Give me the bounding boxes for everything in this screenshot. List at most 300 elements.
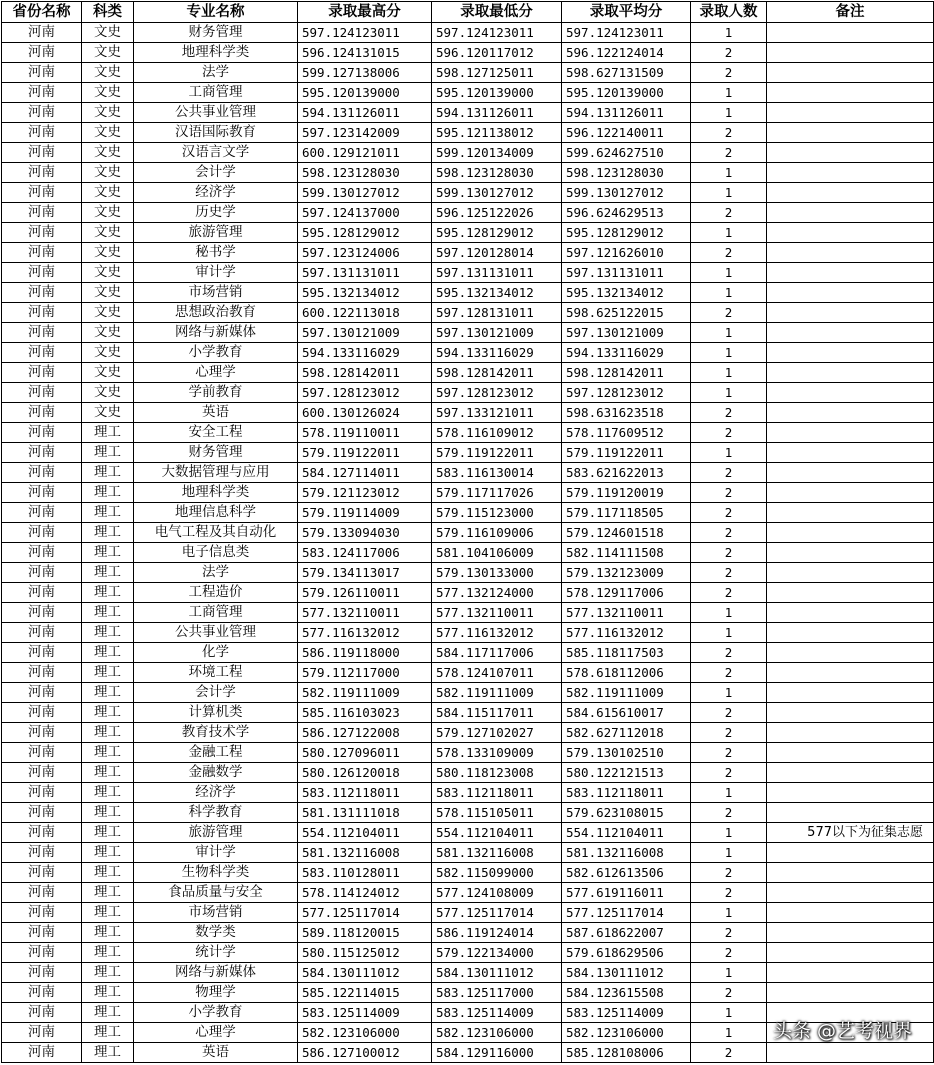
cell-province: 河南 <box>2 223 82 243</box>
cell-province: 河南 <box>2 1023 82 1043</box>
cell-count: 2 <box>691 63 767 83</box>
cell-province: 河南 <box>2 463 82 483</box>
cell-category: 理工 <box>82 703 134 723</box>
cell-major: 地理信息科学 <box>134 503 298 523</box>
cell-major: 科学教育 <box>134 803 298 823</box>
cell-category: 理工 <box>82 763 134 783</box>
table-row <box>2 23 934 43</box>
cell-category: 理工 <box>82 823 134 843</box>
cell-note: 577以下为征集志愿 <box>767 823 934 843</box>
cell-category: 文史 <box>82 323 134 343</box>
cell-max-score: 579.119114009 <box>298 503 432 523</box>
table-row <box>2 83 934 103</box>
table-row <box>2 543 934 563</box>
table-row <box>2 403 934 423</box>
cell-major: 财务管理 <box>134 443 298 463</box>
cell-min-score: 578.115105011 <box>432 803 562 823</box>
cell-min-score: 581.104106009 <box>432 543 562 563</box>
cell-major: 教育技术学 <box>134 723 298 743</box>
cell-max-score: 584.127114011 <box>298 463 432 483</box>
cell-min-score: 578.133109009 <box>432 743 562 763</box>
cell-major: 英语 <box>134 1043 298 1063</box>
table-row <box>2 1043 934 1063</box>
cell-min-score: 594.133116029 <box>432 343 562 363</box>
cell-category: 理工 <box>82 503 134 523</box>
cell-province: 河南 <box>2 263 82 283</box>
cell-province: 河南 <box>2 1043 82 1063</box>
header-avg-score: 录取平均分 <box>562 2 691 23</box>
cell-avg-score: 581.132116008 <box>562 843 691 863</box>
cell-major: 市场营销 <box>134 903 298 923</box>
cell-avg-score: 582.119111009 <box>562 683 691 703</box>
cell-count: 2 <box>691 923 767 943</box>
cell-province: 河南 <box>2 823 82 843</box>
cell-province: 河南 <box>2 123 82 143</box>
cell-avg-score: 579.130102510 <box>562 743 691 763</box>
cell-major: 工商管理 <box>134 83 298 103</box>
cell-category: 文史 <box>82 363 134 383</box>
cell-min-score: 597.130121009 <box>432 323 562 343</box>
cell-province: 河南 <box>2 963 82 983</box>
cell-min-score: 579.119122011 <box>432 443 562 463</box>
cell-major: 工商管理 <box>134 603 298 623</box>
cell-avg-score: 579.132123009 <box>562 563 691 583</box>
cell-note <box>767 643 934 663</box>
cell-note <box>767 383 934 403</box>
cell-province: 河南 <box>2 943 82 963</box>
cell-category: 理工 <box>82 663 134 683</box>
cell-major: 小学教育 <box>134 1003 298 1023</box>
table-row <box>2 843 934 863</box>
cell-category: 理工 <box>82 1003 134 1023</box>
cell-note <box>767 103 934 123</box>
cell-province: 河南 <box>2 283 82 303</box>
table-row <box>2 103 934 123</box>
cell-min-score: 584.117117006 <box>432 643 562 663</box>
cell-count: 2 <box>691 943 767 963</box>
table-row <box>2 163 934 183</box>
table-row <box>2 743 934 763</box>
table-row <box>2 43 934 63</box>
header-min-score: 录取最低分 <box>432 2 562 23</box>
cell-major: 物理学 <box>134 983 298 1003</box>
cell-avg-score: 599.624627510 <box>562 143 691 163</box>
cell-major: 心理学 <box>134 1023 298 1043</box>
cell-major: 审计学 <box>134 843 298 863</box>
table-row <box>2 683 934 703</box>
table-row <box>2 443 934 463</box>
cell-province: 河南 <box>2 603 82 623</box>
cell-note <box>767 803 934 823</box>
cell-category: 理工 <box>82 803 134 823</box>
cell-category: 理工 <box>82 683 134 703</box>
cell-province: 河南 <box>2 143 82 163</box>
cell-province: 河南 <box>2 183 82 203</box>
cell-count: 2 <box>691 763 767 783</box>
cell-major: 汉语言文学 <box>134 143 298 163</box>
cell-major: 食品质量与安全 <box>134 883 298 903</box>
cell-count: 1 <box>691 843 767 863</box>
cell-major: 市场营销 <box>134 283 298 303</box>
cell-note <box>767 683 934 703</box>
cell-min-score: 579.117117026 <box>432 483 562 503</box>
cell-min-score: 577.132110011 <box>432 603 562 623</box>
cell-avg-score: 598.631623518 <box>562 403 691 423</box>
cell-avg-score: 598.128142011 <box>562 363 691 383</box>
cell-category: 文史 <box>82 163 134 183</box>
cell-category: 理工 <box>82 1043 134 1063</box>
table-row <box>2 523 934 543</box>
cell-category: 理工 <box>82 603 134 623</box>
cell-count: 1 <box>691 103 767 123</box>
cell-note <box>767 523 934 543</box>
cell-avg-score: 596.624629513 <box>562 203 691 223</box>
cell-min-score: 597.120128014 <box>432 243 562 263</box>
cell-min-score: 598.127125011 <box>432 63 562 83</box>
table-row <box>2 963 934 983</box>
cell-avg-score: 598.625122015 <box>562 303 691 323</box>
table-row <box>2 143 934 163</box>
cell-avg-score: 597.124123011 <box>562 23 691 43</box>
cell-max-score: 583.112118011 <box>298 783 432 803</box>
cell-avg-score: 597.130121009 <box>562 323 691 343</box>
cell-note <box>767 723 934 743</box>
table-row <box>2 583 934 603</box>
cell-major: 电气工程及其自动化 <box>134 523 298 543</box>
cell-province: 河南 <box>2 383 82 403</box>
cell-province: 河南 <box>2 443 82 463</box>
cell-province: 河南 <box>2 763 82 783</box>
table-row <box>2 723 934 743</box>
cell-note <box>767 543 934 563</box>
cell-avg-score: 582.627112018 <box>562 723 691 743</box>
cell-avg-score: 597.131131011 <box>562 263 691 283</box>
table-row <box>2 603 934 623</box>
cell-avg-score: 578.618112006 <box>562 663 691 683</box>
cell-avg-score: 597.121626010 <box>562 243 691 263</box>
table-row <box>2 483 934 503</box>
cell-major: 英语 <box>134 403 298 423</box>
cell-avg-score: 582.123106000 <box>562 1023 691 1043</box>
cell-note <box>767 23 934 43</box>
cell-major: 数学类 <box>134 923 298 943</box>
cell-avg-score: 582.612613506 <box>562 863 691 883</box>
cell-category: 理工 <box>82 483 134 503</box>
cell-category: 理工 <box>82 863 134 883</box>
cell-avg-score: 599.130127012 <box>562 183 691 203</box>
cell-min-score: 581.132116008 <box>432 843 562 863</box>
cell-category: 文史 <box>82 103 134 123</box>
cell-min-score: 596.120117012 <box>432 43 562 63</box>
cell-note <box>767 63 934 83</box>
cell-province: 河南 <box>2 783 82 803</box>
cell-category: 文史 <box>82 263 134 283</box>
cell-province: 河南 <box>2 563 82 583</box>
cell-max-score: 586.127100012 <box>298 1043 432 1063</box>
cell-max-score: 589.118120015 <box>298 923 432 943</box>
table-row <box>2 423 934 443</box>
table-row <box>2 883 934 903</box>
cell-max-score: 585.116103023 <box>298 703 432 723</box>
cell-major: 金融数学 <box>134 763 298 783</box>
cell-note <box>767 303 934 323</box>
cell-province: 河南 <box>2 543 82 563</box>
cell-max-score: 582.123106000 <box>298 1023 432 1043</box>
cell-max-score: 595.120139000 <box>298 83 432 103</box>
cell-count: 2 <box>691 703 767 723</box>
table-row <box>2 63 934 83</box>
cell-category: 理工 <box>82 943 134 963</box>
cell-max-score: 581.132116008 <box>298 843 432 863</box>
cell-note <box>767 283 934 303</box>
cell-note <box>767 923 934 943</box>
cell-avg-score: 598.123128030 <box>562 163 691 183</box>
cell-province: 河南 <box>2 683 82 703</box>
cell-avg-score: 583.112118011 <box>562 783 691 803</box>
cell-note <box>767 623 934 643</box>
cell-max-score: 597.128123012 <box>298 383 432 403</box>
cell-province: 河南 <box>2 323 82 343</box>
cell-note <box>767 503 934 523</box>
cell-major: 审计学 <box>134 263 298 283</box>
cell-note <box>767 903 934 923</box>
cell-province: 河南 <box>2 803 82 823</box>
table-row <box>2 243 934 263</box>
cell-province: 河南 <box>2 403 82 423</box>
cell-category: 理工 <box>82 463 134 483</box>
cell-major: 电子信息类 <box>134 543 298 563</box>
cell-avg-score: 579.119122011 <box>562 443 691 463</box>
table-row <box>2 303 934 323</box>
cell-min-score: 597.128131011 <box>432 303 562 323</box>
cell-category: 文史 <box>82 183 134 203</box>
cell-category: 理工 <box>82 443 134 463</box>
cell-min-score: 578.116109012 <box>432 423 562 443</box>
cell-category: 理工 <box>82 783 134 803</box>
cell-avg-score: 584.615610017 <box>562 703 691 723</box>
cell-count: 2 <box>691 863 767 883</box>
cell-max-score: 579.119122011 <box>298 443 432 463</box>
cell-category: 文史 <box>82 203 134 223</box>
cell-count: 1 <box>691 23 767 43</box>
cell-avg-score: 598.627131509 <box>562 63 691 83</box>
cell-min-score: 583.125114009 <box>432 1003 562 1023</box>
cell-count: 2 <box>691 143 767 163</box>
table-row <box>2 623 934 643</box>
cell-avg-score: 579.618629506 <box>562 943 691 963</box>
table-row <box>2 383 934 403</box>
cell-max-score: 583.125114009 <box>298 1003 432 1023</box>
cell-max-score: 586.127122008 <box>298 723 432 743</box>
cell-count: 2 <box>691 463 767 483</box>
cell-min-score: 583.112118011 <box>432 783 562 803</box>
cell-major: 大数据管理与应用 <box>134 463 298 483</box>
cell-major: 会计学 <box>134 163 298 183</box>
cell-note <box>767 763 934 783</box>
cell-note <box>767 783 934 803</box>
cell-major: 历史学 <box>134 203 298 223</box>
cell-avg-score: 587.618622007 <box>562 923 691 943</box>
cell-min-score: 580.118123008 <box>432 763 562 783</box>
cell-count: 2 <box>691 503 767 523</box>
cell-count: 1 <box>691 383 767 403</box>
cell-min-score: 554.112104011 <box>432 823 562 843</box>
cell-major: 安全工程 <box>134 423 298 443</box>
table-row <box>2 823 934 843</box>
cell-category: 理工 <box>82 883 134 903</box>
cell-count: 1 <box>691 1023 767 1043</box>
cell-count: 2 <box>691 803 767 823</box>
cell-max-score: 581.131111018 <box>298 803 432 823</box>
cell-province: 河南 <box>2 623 82 643</box>
cell-min-score: 579.130133000 <box>432 563 562 583</box>
cell-note <box>767 363 934 383</box>
cell-max-score: 599.130127012 <box>298 183 432 203</box>
cell-count: 2 <box>691 123 767 143</box>
cell-province: 河南 <box>2 743 82 763</box>
cell-min-score: 584.130111012 <box>432 963 562 983</box>
cell-count: 1 <box>691 1003 767 1023</box>
cell-major: 网络与新媒体 <box>134 963 298 983</box>
header-max-score: 录取最高分 <box>298 2 432 23</box>
cell-max-score: 580.115125012 <box>298 943 432 963</box>
cell-category: 文史 <box>82 83 134 103</box>
cell-count: 1 <box>691 903 767 923</box>
cell-category: 理工 <box>82 843 134 863</box>
cell-major: 公共事业管理 <box>134 623 298 643</box>
cell-min-score: 586.119124014 <box>432 923 562 943</box>
cell-min-score: 599.130127012 <box>432 183 562 203</box>
cell-note <box>767 423 934 443</box>
cell-max-score: 600.122113018 <box>298 303 432 323</box>
table-row <box>2 183 934 203</box>
cell-min-score: 577.125117014 <box>432 903 562 923</box>
cell-count: 1 <box>691 823 767 843</box>
cell-major: 思想政治教育 <box>134 303 298 323</box>
cell-min-score: 577.124108009 <box>432 883 562 903</box>
cell-major: 法学 <box>134 63 298 83</box>
cell-count: 1 <box>691 163 767 183</box>
cell-min-score: 594.131126011 <box>432 103 562 123</box>
cell-max-score: 579.134113017 <box>298 563 432 583</box>
cell-avg-score: 577.619116011 <box>562 883 691 903</box>
cell-min-score: 597.133121011 <box>432 403 562 423</box>
cell-min-score: 584.129116000 <box>432 1043 562 1063</box>
cell-count: 1 <box>691 623 767 643</box>
header-count: 录取人数 <box>691 2 767 23</box>
cell-count: 2 <box>691 543 767 563</box>
cell-count: 2 <box>691 203 767 223</box>
cell-note <box>767 963 934 983</box>
cell-count: 2 <box>691 643 767 663</box>
cell-avg-score: 554.112104011 <box>562 823 691 843</box>
cell-avg-score: 582.114111508 <box>562 543 691 563</box>
cell-count: 1 <box>691 363 767 383</box>
cell-note <box>767 863 934 883</box>
cell-avg-score: 595.128129012 <box>562 223 691 243</box>
cell-max-score: 595.132134012 <box>298 283 432 303</box>
cell-province: 河南 <box>2 103 82 123</box>
cell-min-score: 579.115123000 <box>432 503 562 523</box>
cell-major: 小学教育 <box>134 343 298 363</box>
table-row <box>2 663 934 683</box>
cell-category: 文史 <box>82 403 134 423</box>
cell-avg-score: 596.122140011 <box>562 123 691 143</box>
cell-note <box>767 943 934 963</box>
cell-note <box>767 843 934 863</box>
table-row <box>2 223 934 243</box>
cell-count: 1 <box>691 263 767 283</box>
cell-note <box>767 403 934 423</box>
cell-province: 河南 <box>2 483 82 503</box>
cell-min-score: 579.122134000 <box>432 943 562 963</box>
cell-max-score: 583.124117006 <box>298 543 432 563</box>
cell-major: 秘书学 <box>134 243 298 263</box>
cell-avg-score: 584.130111012 <box>562 963 691 983</box>
cell-major: 旅游管理 <box>134 823 298 843</box>
cell-category: 文史 <box>82 223 134 243</box>
cell-category: 文史 <box>82 283 134 303</box>
cell-avg-score: 595.132134012 <box>562 283 691 303</box>
cell-avg-score: 578.117609512 <box>562 423 691 443</box>
cell-avg-score: 594.133116029 <box>562 343 691 363</box>
cell-max-score: 580.127096011 <box>298 743 432 763</box>
cell-note <box>767 143 934 163</box>
cell-note <box>767 183 934 203</box>
cell-province: 河南 <box>2 83 82 103</box>
cell-category: 理工 <box>82 903 134 923</box>
cell-major: 地理科学类 <box>134 483 298 503</box>
cell-note <box>767 323 934 343</box>
cell-note <box>767 483 934 503</box>
cell-min-score: 579.116109006 <box>432 523 562 543</box>
cell-min-score: 584.115117011 <box>432 703 562 723</box>
cell-note <box>767 463 934 483</box>
cell-min-score: 582.123106000 <box>432 1023 562 1043</box>
cell-count: 2 <box>691 403 767 423</box>
table-row <box>2 563 934 583</box>
cell-note <box>767 703 934 723</box>
cell-category: 理工 <box>82 1023 134 1043</box>
cell-count: 2 <box>691 243 767 263</box>
cell-category: 文史 <box>82 123 134 143</box>
cell-note <box>767 243 934 263</box>
header-note: 备注 <box>767 2 934 23</box>
cell-max-score: 577.125117014 <box>298 903 432 923</box>
table-row <box>2 263 934 283</box>
cell-count: 1 <box>691 223 767 243</box>
cell-note <box>767 223 934 243</box>
cell-count: 2 <box>691 43 767 63</box>
cell-category: 理工 <box>82 543 134 563</box>
cell-major: 公共事业管理 <box>134 103 298 123</box>
cell-major: 汉语国际教育 <box>134 123 298 143</box>
cell-avg-score: 577.125117014 <box>562 903 691 923</box>
cell-max-score: 597.124123011 <box>298 23 432 43</box>
cell-category: 文史 <box>82 63 134 83</box>
cell-avg-score: 577.116132012 <box>562 623 691 643</box>
cell-count: 2 <box>691 483 767 503</box>
cell-max-score: 584.130111012 <box>298 963 432 983</box>
cell-avg-score: 596.122124014 <box>562 43 691 63</box>
table-row <box>2 863 934 883</box>
cell-count: 2 <box>691 523 767 543</box>
cell-min-score: 597.128123012 <box>432 383 562 403</box>
cell-major: 会计学 <box>134 683 298 703</box>
table-row <box>2 783 934 803</box>
table-row <box>2 943 934 963</box>
cell-max-score: 594.131126011 <box>298 103 432 123</box>
